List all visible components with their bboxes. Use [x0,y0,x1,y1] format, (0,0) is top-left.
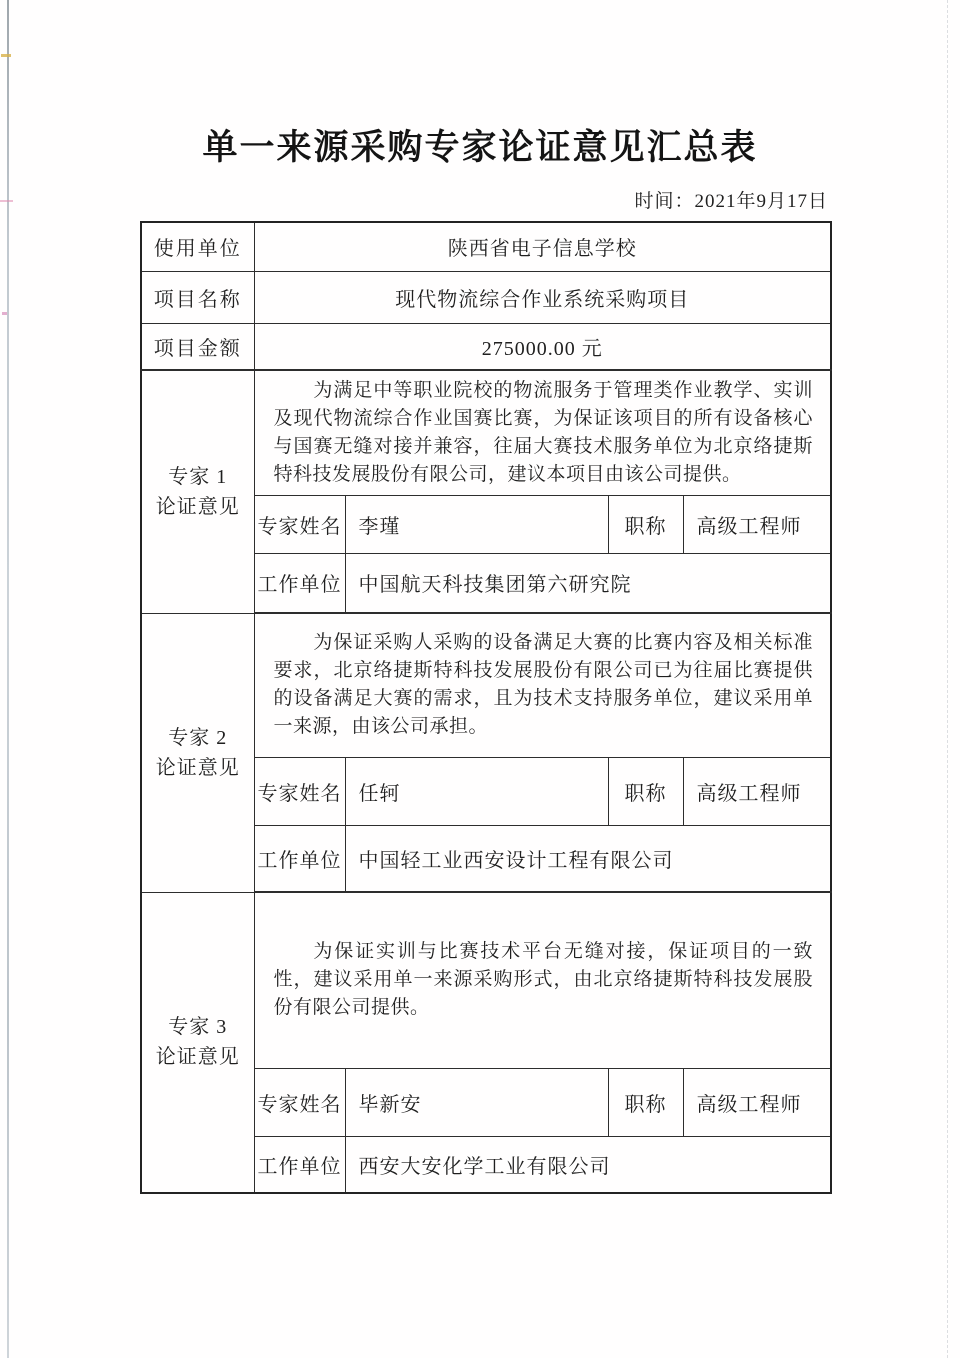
expert-name-label: 专家姓名 [254,1068,345,1136]
info-label-using-unit: 使用单位 [141,222,254,271]
summary-table [140,221,832,1194]
table-row [141,892,831,1068]
expert-3-work-unit-value: 西安大安化学工业有限公司 [345,1136,831,1193]
info-value-project-amount: 275000.00 元 [254,323,831,370]
document-date: 时间：2021年9月17日 [634,191,828,212]
scan-speck [2,312,7,315]
work-unit-label: 工作单位 [254,553,345,613]
table-row [141,613,831,757]
scan-speck [1,54,11,57]
scan-edge-artifact [7,0,9,1358]
scan-speck [0,200,13,202]
info-value-using-unit: 陕西省电子信息学校 [254,222,831,271]
expert-1-name-value: 李瑾 [345,495,608,553]
expert-1-opinion-cell [254,370,831,495]
expert-1-section-line1: 专家 1 [168,465,228,488]
table-row [141,323,831,370]
expert-1-title-value: 高级工程师 [683,495,831,553]
table-row [141,222,831,271]
expert-1-section-line2: 论证意见 [155,495,240,518]
table-row [141,271,831,323]
expert-2-work-unit-value: 中国轻工业西安设计工程有限公司 [345,825,831,892]
title-label: 职称 [608,495,683,553]
expert-2-opinion-text: 为保证采购人采购的设备满足大赛的比赛内容及相关标准要求，北京络捷斯特科技发展股份有限公司已为往届比赛提供的设备满足大赛的需求，且为技术支持服务单位，建议采用单一来源，由该公司承担。 [273,632,813,738]
expert-3-opinion-cell [254,892,831,1068]
info-value-project-name: 现代物流综合作业系统采购项目 [254,271,831,323]
work-unit-label: 工作单位 [254,825,345,892]
expert-1-opinion-text: 为满足中等职业院校的物流服务于管理类作业教学、实训及现代物流综合作业国赛比赛，为保证该项目的所有设备核心与国赛无缝对接并兼容，往届大赛技术服务单位为北京络捷斯特科技发展股份有限公司，建议本项目由该公司提供。 [273,379,813,485]
title-label: 职称 [608,757,683,825]
expert-2-title-value: 高级工程师 [683,757,831,825]
scan-edge-artifact [947,0,948,1358]
expert-3-section-line2: 论证意见 [155,1046,240,1069]
page-title: 单一来源采购专家论证意见汇总表 [202,128,758,167]
expert-2-section-line2: 论证意见 [155,756,240,779]
info-label-project-amount: 项目金额 [141,323,254,370]
expert-1-work-unit-value: 中国航天科技集团第六研究院 [345,553,831,613]
expert-2-section-line1: 专家 2 [168,726,228,749]
expert-3-name-value: 毕新安 [345,1068,608,1136]
title-label: 职称 [608,1068,683,1136]
expert-3-opinion-text: 为保证实训与比赛技术平台无缝对接，保证项目的一致性，建议采用单一来源采购形式，由北京络捷斯特科技发展股份有限公司提供。 [273,941,813,1019]
expert-1-section-label [141,370,254,613]
expert-name-label: 专家姓名 [254,757,345,825]
expert-name-label: 专家姓名 [254,495,345,553]
expert-2-section-label [141,613,254,892]
table-row [141,370,831,495]
expert-2-name-value: 任轲 [345,757,608,825]
info-label-project-name: 项目名称 [141,271,254,323]
expert-3-section-line1: 专家 3 [168,1016,228,1039]
expert-3-section-label [141,892,254,1193]
expert-3-title-value: 高级工程师 [683,1068,831,1136]
expert-2-opinion-cell [254,613,831,757]
work-unit-label: 工作单位 [254,1136,345,1193]
